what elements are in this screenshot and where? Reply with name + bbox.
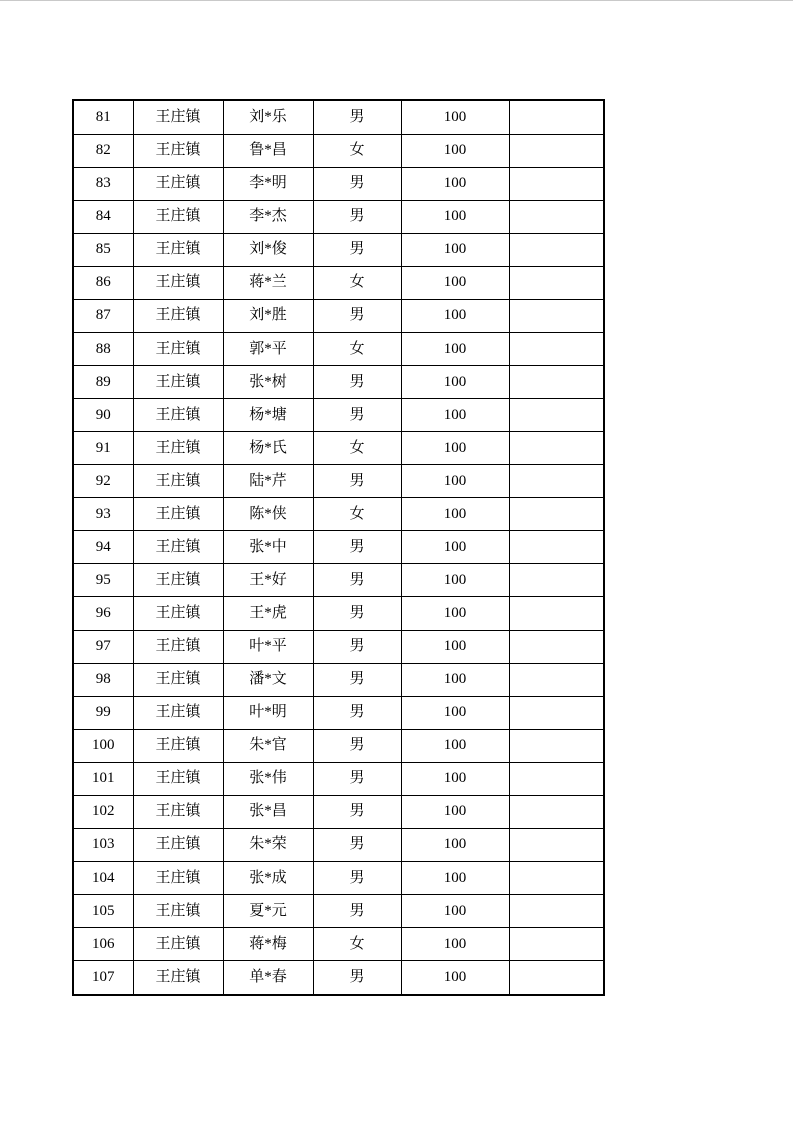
cell-town: 王庄镇	[133, 961, 223, 995]
cell-remark	[509, 167, 604, 200]
cell-gender: 男	[313, 696, 401, 729]
cell-name: 刘*俊	[223, 233, 313, 266]
cell-name: 陈*侠	[223, 498, 313, 531]
cell-index: 104	[73, 861, 133, 894]
table-row	[73, 828, 604, 861]
cell-gender: 女	[313, 498, 401, 531]
table-row	[73, 762, 604, 795]
cell-index: 96	[73, 597, 133, 630]
cell-gender: 男	[313, 895, 401, 928]
cell-gender: 男	[313, 299, 401, 332]
cell-score: 100	[401, 266, 509, 299]
cell-town: 王庄镇	[133, 795, 223, 828]
table-row	[73, 432, 604, 465]
cell-index: 81	[73, 100, 133, 134]
cell-name: 张*成	[223, 861, 313, 894]
cell-town: 王庄镇	[133, 762, 223, 795]
cell-index: 107	[73, 961, 133, 995]
cell-index: 86	[73, 266, 133, 299]
cell-score: 100	[401, 928, 509, 961]
table-row	[73, 961, 604, 995]
cell-town: 王庄镇	[133, 299, 223, 332]
cell-town: 王庄镇	[133, 332, 223, 365]
cell-remark	[509, 498, 604, 531]
cell-town: 王庄镇	[133, 895, 223, 928]
cell-town: 王庄镇	[133, 861, 223, 894]
table-row	[73, 266, 604, 299]
cell-remark	[509, 630, 604, 663]
cell-remark	[509, 895, 604, 928]
cell-score: 100	[401, 465, 509, 498]
cell-remark	[509, 762, 604, 795]
table-row	[73, 531, 604, 564]
cell-score: 100	[401, 399, 509, 432]
cell-gender: 女	[313, 134, 401, 167]
cell-index: 88	[73, 332, 133, 365]
cell-gender: 男	[313, 167, 401, 200]
cell-index: 83	[73, 167, 133, 200]
cell-index: 97	[73, 630, 133, 663]
cell-gender: 男	[313, 597, 401, 630]
cell-remark	[509, 861, 604, 894]
cell-score: 100	[401, 167, 509, 200]
cell-remark	[509, 134, 604, 167]
table-row	[73, 167, 604, 200]
table-row	[73, 597, 604, 630]
table-row	[73, 696, 604, 729]
cell-index: 90	[73, 399, 133, 432]
cell-index: 101	[73, 762, 133, 795]
cell-index: 87	[73, 299, 133, 332]
table-row	[73, 861, 604, 894]
cell-score: 100	[401, 762, 509, 795]
cell-score: 100	[401, 696, 509, 729]
cell-name: 杨*塘	[223, 399, 313, 432]
cell-name: 刘*胜	[223, 299, 313, 332]
cell-gender: 男	[313, 630, 401, 663]
cell-score: 100	[401, 663, 509, 696]
cell-name: 刘*乐	[223, 100, 313, 134]
cell-index: 92	[73, 465, 133, 498]
cell-score: 100	[401, 332, 509, 365]
cell-score: 100	[401, 100, 509, 134]
cell-gender: 男	[313, 200, 401, 233]
cell-remark	[509, 266, 604, 299]
cell-gender: 男	[313, 564, 401, 597]
cell-town: 王庄镇	[133, 167, 223, 200]
cell-index: 85	[73, 233, 133, 266]
cell-town: 王庄镇	[133, 366, 223, 399]
cell-index: 95	[73, 564, 133, 597]
cell-score: 100	[401, 961, 509, 995]
table-row	[73, 564, 604, 597]
cell-remark	[509, 729, 604, 762]
cell-name: 张*昌	[223, 795, 313, 828]
cell-remark	[509, 795, 604, 828]
table-row	[73, 729, 604, 762]
cell-name: 李*杰	[223, 200, 313, 233]
cell-remark	[509, 100, 604, 134]
cell-score: 100	[401, 729, 509, 762]
cell-name: 夏*元	[223, 895, 313, 928]
cell-index: 93	[73, 498, 133, 531]
cell-gender: 女	[313, 332, 401, 365]
cell-gender: 男	[313, 233, 401, 266]
cell-town: 王庄镇	[133, 597, 223, 630]
cell-remark	[509, 531, 604, 564]
cell-name: 张*树	[223, 366, 313, 399]
cell-score: 100	[401, 861, 509, 894]
cell-town: 王庄镇	[133, 432, 223, 465]
cell-gender: 男	[313, 399, 401, 432]
table-row	[73, 200, 604, 233]
cell-remark	[509, 696, 604, 729]
table-row	[73, 233, 604, 266]
cell-name: 叶*平	[223, 630, 313, 663]
cell-index: 89	[73, 366, 133, 399]
cell-name: 潘*文	[223, 663, 313, 696]
cell-name: 鲁*昌	[223, 134, 313, 167]
cell-gender: 男	[313, 663, 401, 696]
cell-remark	[509, 366, 604, 399]
cell-town: 王庄镇	[133, 928, 223, 961]
cell-town: 王庄镇	[133, 100, 223, 134]
table-body	[73, 100, 604, 995]
cell-gender: 男	[313, 961, 401, 995]
cell-town: 王庄镇	[133, 729, 223, 762]
cell-town: 王庄镇	[133, 200, 223, 233]
cell-score: 100	[401, 828, 509, 861]
cell-name: 朱*官	[223, 729, 313, 762]
cell-gender: 男	[313, 531, 401, 564]
cell-gender: 女	[313, 928, 401, 961]
cell-score: 100	[401, 895, 509, 928]
table-row	[73, 465, 604, 498]
page-top-divider	[0, 0, 793, 1]
cell-gender: 男	[313, 861, 401, 894]
cell-remark	[509, 564, 604, 597]
cell-town: 王庄镇	[133, 134, 223, 167]
table-row	[73, 100, 604, 134]
cell-remark	[509, 200, 604, 233]
table-row	[73, 795, 604, 828]
cell-remark	[509, 233, 604, 266]
cell-score: 100	[401, 597, 509, 630]
cell-town: 王庄镇	[133, 630, 223, 663]
cell-score: 100	[401, 366, 509, 399]
cell-remark	[509, 299, 604, 332]
cell-remark	[509, 399, 604, 432]
cell-remark	[509, 663, 604, 696]
cell-name: 朱*荣	[223, 828, 313, 861]
cell-town: 王庄镇	[133, 498, 223, 531]
cell-gender: 男	[313, 795, 401, 828]
cell-index: 100	[73, 729, 133, 762]
cell-gender: 男	[313, 366, 401, 399]
cell-score: 100	[401, 795, 509, 828]
cell-name: 陆*芹	[223, 465, 313, 498]
cell-score: 100	[401, 630, 509, 663]
table-row	[73, 663, 604, 696]
cell-gender: 男	[313, 100, 401, 134]
table-row	[73, 134, 604, 167]
cell-index: 103	[73, 828, 133, 861]
table-row	[73, 366, 604, 399]
cell-name: 王*好	[223, 564, 313, 597]
cell-index: 106	[73, 928, 133, 961]
cell-remark	[509, 928, 604, 961]
cell-name: 张*中	[223, 531, 313, 564]
table-row	[73, 399, 604, 432]
table-row	[73, 332, 604, 365]
cell-gender: 男	[313, 465, 401, 498]
cell-name: 郭*平	[223, 332, 313, 365]
cell-remark	[509, 828, 604, 861]
cell-index: 94	[73, 531, 133, 564]
table-row	[73, 630, 604, 663]
cell-gender: 男	[313, 828, 401, 861]
cell-remark	[509, 432, 604, 465]
cell-name: 蒋*梅	[223, 928, 313, 961]
cell-town: 王庄镇	[133, 663, 223, 696]
cell-index: 84	[73, 200, 133, 233]
cell-score: 100	[401, 200, 509, 233]
cell-score: 100	[401, 432, 509, 465]
cell-remark	[509, 332, 604, 365]
cell-town: 王庄镇	[133, 531, 223, 564]
cell-name: 单*春	[223, 961, 313, 995]
cell-name: 杨*氏	[223, 432, 313, 465]
cell-score: 100	[401, 531, 509, 564]
cell-name: 叶*明	[223, 696, 313, 729]
cell-gender: 女	[313, 266, 401, 299]
cell-gender: 男	[313, 762, 401, 795]
table-row	[73, 299, 604, 332]
cell-index: 102	[73, 795, 133, 828]
cell-remark	[509, 961, 604, 995]
cell-town: 王庄镇	[133, 266, 223, 299]
table-row	[73, 928, 604, 961]
cell-remark	[509, 597, 604, 630]
roster-table	[72, 99, 605, 996]
cell-town: 王庄镇	[133, 233, 223, 266]
cell-remark	[509, 465, 604, 498]
cell-score: 100	[401, 299, 509, 332]
cell-score: 100	[401, 498, 509, 531]
cell-score: 100	[401, 233, 509, 266]
cell-town: 王庄镇	[133, 828, 223, 861]
cell-name: 张*伟	[223, 762, 313, 795]
cell-index: 82	[73, 134, 133, 167]
cell-town: 王庄镇	[133, 399, 223, 432]
cell-score: 100	[401, 564, 509, 597]
cell-town: 王庄镇	[133, 564, 223, 597]
cell-name: 李*明	[223, 167, 313, 200]
cell-score: 100	[401, 134, 509, 167]
table-row	[73, 498, 604, 531]
cell-index: 98	[73, 663, 133, 696]
cell-gender: 男	[313, 729, 401, 762]
cell-gender: 女	[313, 432, 401, 465]
cell-index: 99	[73, 696, 133, 729]
cell-name: 蒋*兰	[223, 266, 313, 299]
cell-town: 王庄镇	[133, 696, 223, 729]
cell-name: 王*虎	[223, 597, 313, 630]
cell-index: 105	[73, 895, 133, 928]
cell-index: 91	[73, 432, 133, 465]
table-row	[73, 895, 604, 928]
cell-town: 王庄镇	[133, 465, 223, 498]
